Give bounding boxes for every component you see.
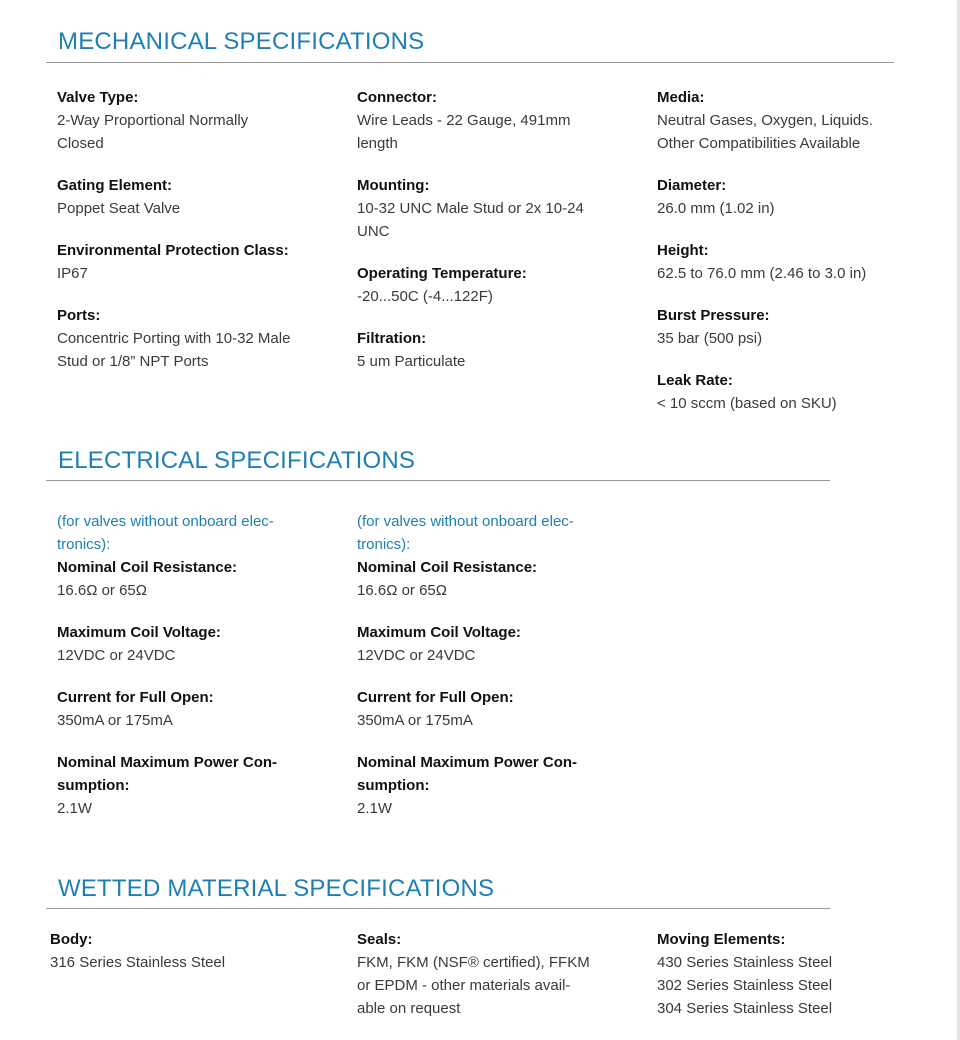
mechanical-col-1: [57, 86, 347, 373]
spec-full-open-current: [57, 686, 347, 732]
spec-label: Gating Element:: [57, 177, 173, 194]
spec-coil-resistance: [57, 556, 347, 602]
wetted-rule: [46, 908, 830, 909]
spec-value: 12VDC or 24VDC: [357, 647, 476, 664]
spec-value: 2.1W: [357, 800, 393, 817]
spec-value: 35 bar (500 psi): [657, 330, 763, 347]
spec-label: Media:: [657, 89, 705, 106]
spec-burst-pressure: [657, 304, 952, 350]
spec-label: Filtration:: [357, 330, 427, 347]
spec-label: Nominal Maximum Power Con- sumption:: [357, 754, 578, 794]
spec-label: Burst Pressure:: [657, 307, 770, 324]
electrical-col-2: [357, 510, 647, 820]
spec-value: 2.1W: [57, 800, 93, 817]
spec-value: -20...50C (-4...122F): [357, 288, 493, 305]
spec-label: Moving Elements:: [657, 931, 786, 948]
electrical-col-1: [57, 510, 347, 820]
spec-value: Poppet Seat Valve: [57, 200, 181, 217]
spec-value: 16.6Ω or 65Ω: [357, 582, 447, 599]
electrical-note: (for valves without onboard elec- tronics):: [357, 513, 574, 553]
mechanical-col-3: [657, 86, 952, 415]
electrical-note: (for valves without onboard elec- tronics):: [57, 513, 274, 553]
spec-seals: [357, 928, 647, 1020]
wetted-col-3: [657, 928, 947, 1020]
spec-coil-voltage: [57, 621, 347, 667]
wetted-title: WETTED MATERIAL SPECIFICATIONS: [58, 875, 495, 902]
spec-value: IP67: [57, 265, 88, 282]
spec-label: Current for Full Open:: [57, 689, 214, 706]
mechanical-title: MECHANICAL SPECIFICATIONS: [58, 28, 425, 55]
spec-leak-rate: [657, 369, 952, 415]
spec-label: Nominal Coil Resistance:: [357, 559, 538, 576]
spec-diameter: [657, 174, 952, 220]
spec-value: 62.5 to 76.0 mm (2.46 to 3.0 in): [657, 265, 867, 282]
spec-label: Seals:: [357, 931, 402, 948]
spec-value: 316 Series Stainless Steel: [50, 954, 226, 971]
spec-protection-class: [57, 239, 347, 285]
spec-label: Nominal Coil Resistance:: [57, 559, 238, 576]
spec-value: < 10 sccm (based on SKU): [657, 395, 837, 412]
electrical-title: ELECTRICAL SPECIFICATIONS: [58, 447, 416, 474]
spec-label: Nominal Maximum Power Con- sumption:: [57, 754, 278, 794]
spec-label: Maximum Coil Voltage:: [357, 624, 521, 641]
electrical-rule: [46, 480, 830, 481]
spec-value: 16.6Ω or 65Ω: [57, 582, 147, 599]
wetted-col-1: [50, 928, 340, 974]
spec-value: 350mA or 175mA: [57, 712, 173, 729]
mechanical-rule: [46, 62, 894, 63]
spec-label: Current for Full Open:: [357, 689, 514, 706]
spec-value: Neutral Gases, Oxygen, Liquids. Other Compatibilities Available: [657, 112, 873, 152]
spec-filtration: [357, 327, 647, 373]
spec-label: Mounting:: [357, 177, 430, 194]
spec-value: 5 um Particulate: [357, 353, 466, 370]
spec-label: Connector:: [357, 89, 437, 106]
spec-value: 2-Way Proportional Normally Closed: [57, 112, 249, 152]
spec-moving-elements: [657, 928, 947, 1020]
spec-body: [50, 928, 340, 974]
spec-label: Operating Temperature:: [357, 265, 527, 282]
mechanical-col-2: [357, 86, 647, 373]
spec-value: 350mA or 175mA: [357, 712, 473, 729]
spec-connector: [357, 86, 647, 155]
spec-full-open-current: [357, 686, 647, 732]
spec-label: Environmental Protection Class:: [57, 242, 289, 259]
spec-value: 26.0 mm (1.02 in): [657, 200, 775, 217]
spec-gating-element: [57, 174, 347, 220]
spec-height: [657, 239, 952, 285]
spec-value: 430 Series Stainless Steel 302 Series Stainless Steel 304 Series Stainless Steel: [657, 954, 833, 1017]
wetted-col-2: [357, 928, 647, 1020]
spec-coil-resistance: [357, 556, 647, 602]
spec-label: Ports:: [57, 307, 101, 324]
spec-value: FKM, FKM (NSF® certified), FFKM or EPDM - other materials avail- able on request: [357, 954, 590, 1017]
spec-label: Diameter:: [657, 177, 727, 194]
spec-value: 10-32 UNC Male Stud or 2x 10-24 UNC: [357, 200, 584, 240]
spec-value: Concentric Porting with 10-32 Male Stud or 1/8” NPT Ports: [57, 330, 291, 370]
spec-ports: [57, 304, 347, 373]
spec-label: Body:: [50, 931, 93, 948]
spec-valve-type: [57, 86, 347, 155]
spec-coil-voltage: [357, 621, 647, 667]
spec-value: 12VDC or 24VDC: [57, 647, 176, 664]
spec-operating-temperature: [357, 262, 647, 308]
spec-power-consumption: [57, 751, 347, 820]
spec-label: Maximum Coil Voltage:: [57, 624, 221, 641]
spec-mounting: [357, 174, 647, 243]
spec-media: [657, 86, 952, 155]
spec-label: Height:: [657, 242, 709, 259]
spec-value: Wire Leads - 22 Gauge, 491mm length: [357, 112, 571, 152]
spec-label: Leak Rate:: [657, 372, 733, 389]
spec-power-consumption: [357, 751, 647, 820]
spec-label: Valve Type:: [57, 89, 139, 106]
